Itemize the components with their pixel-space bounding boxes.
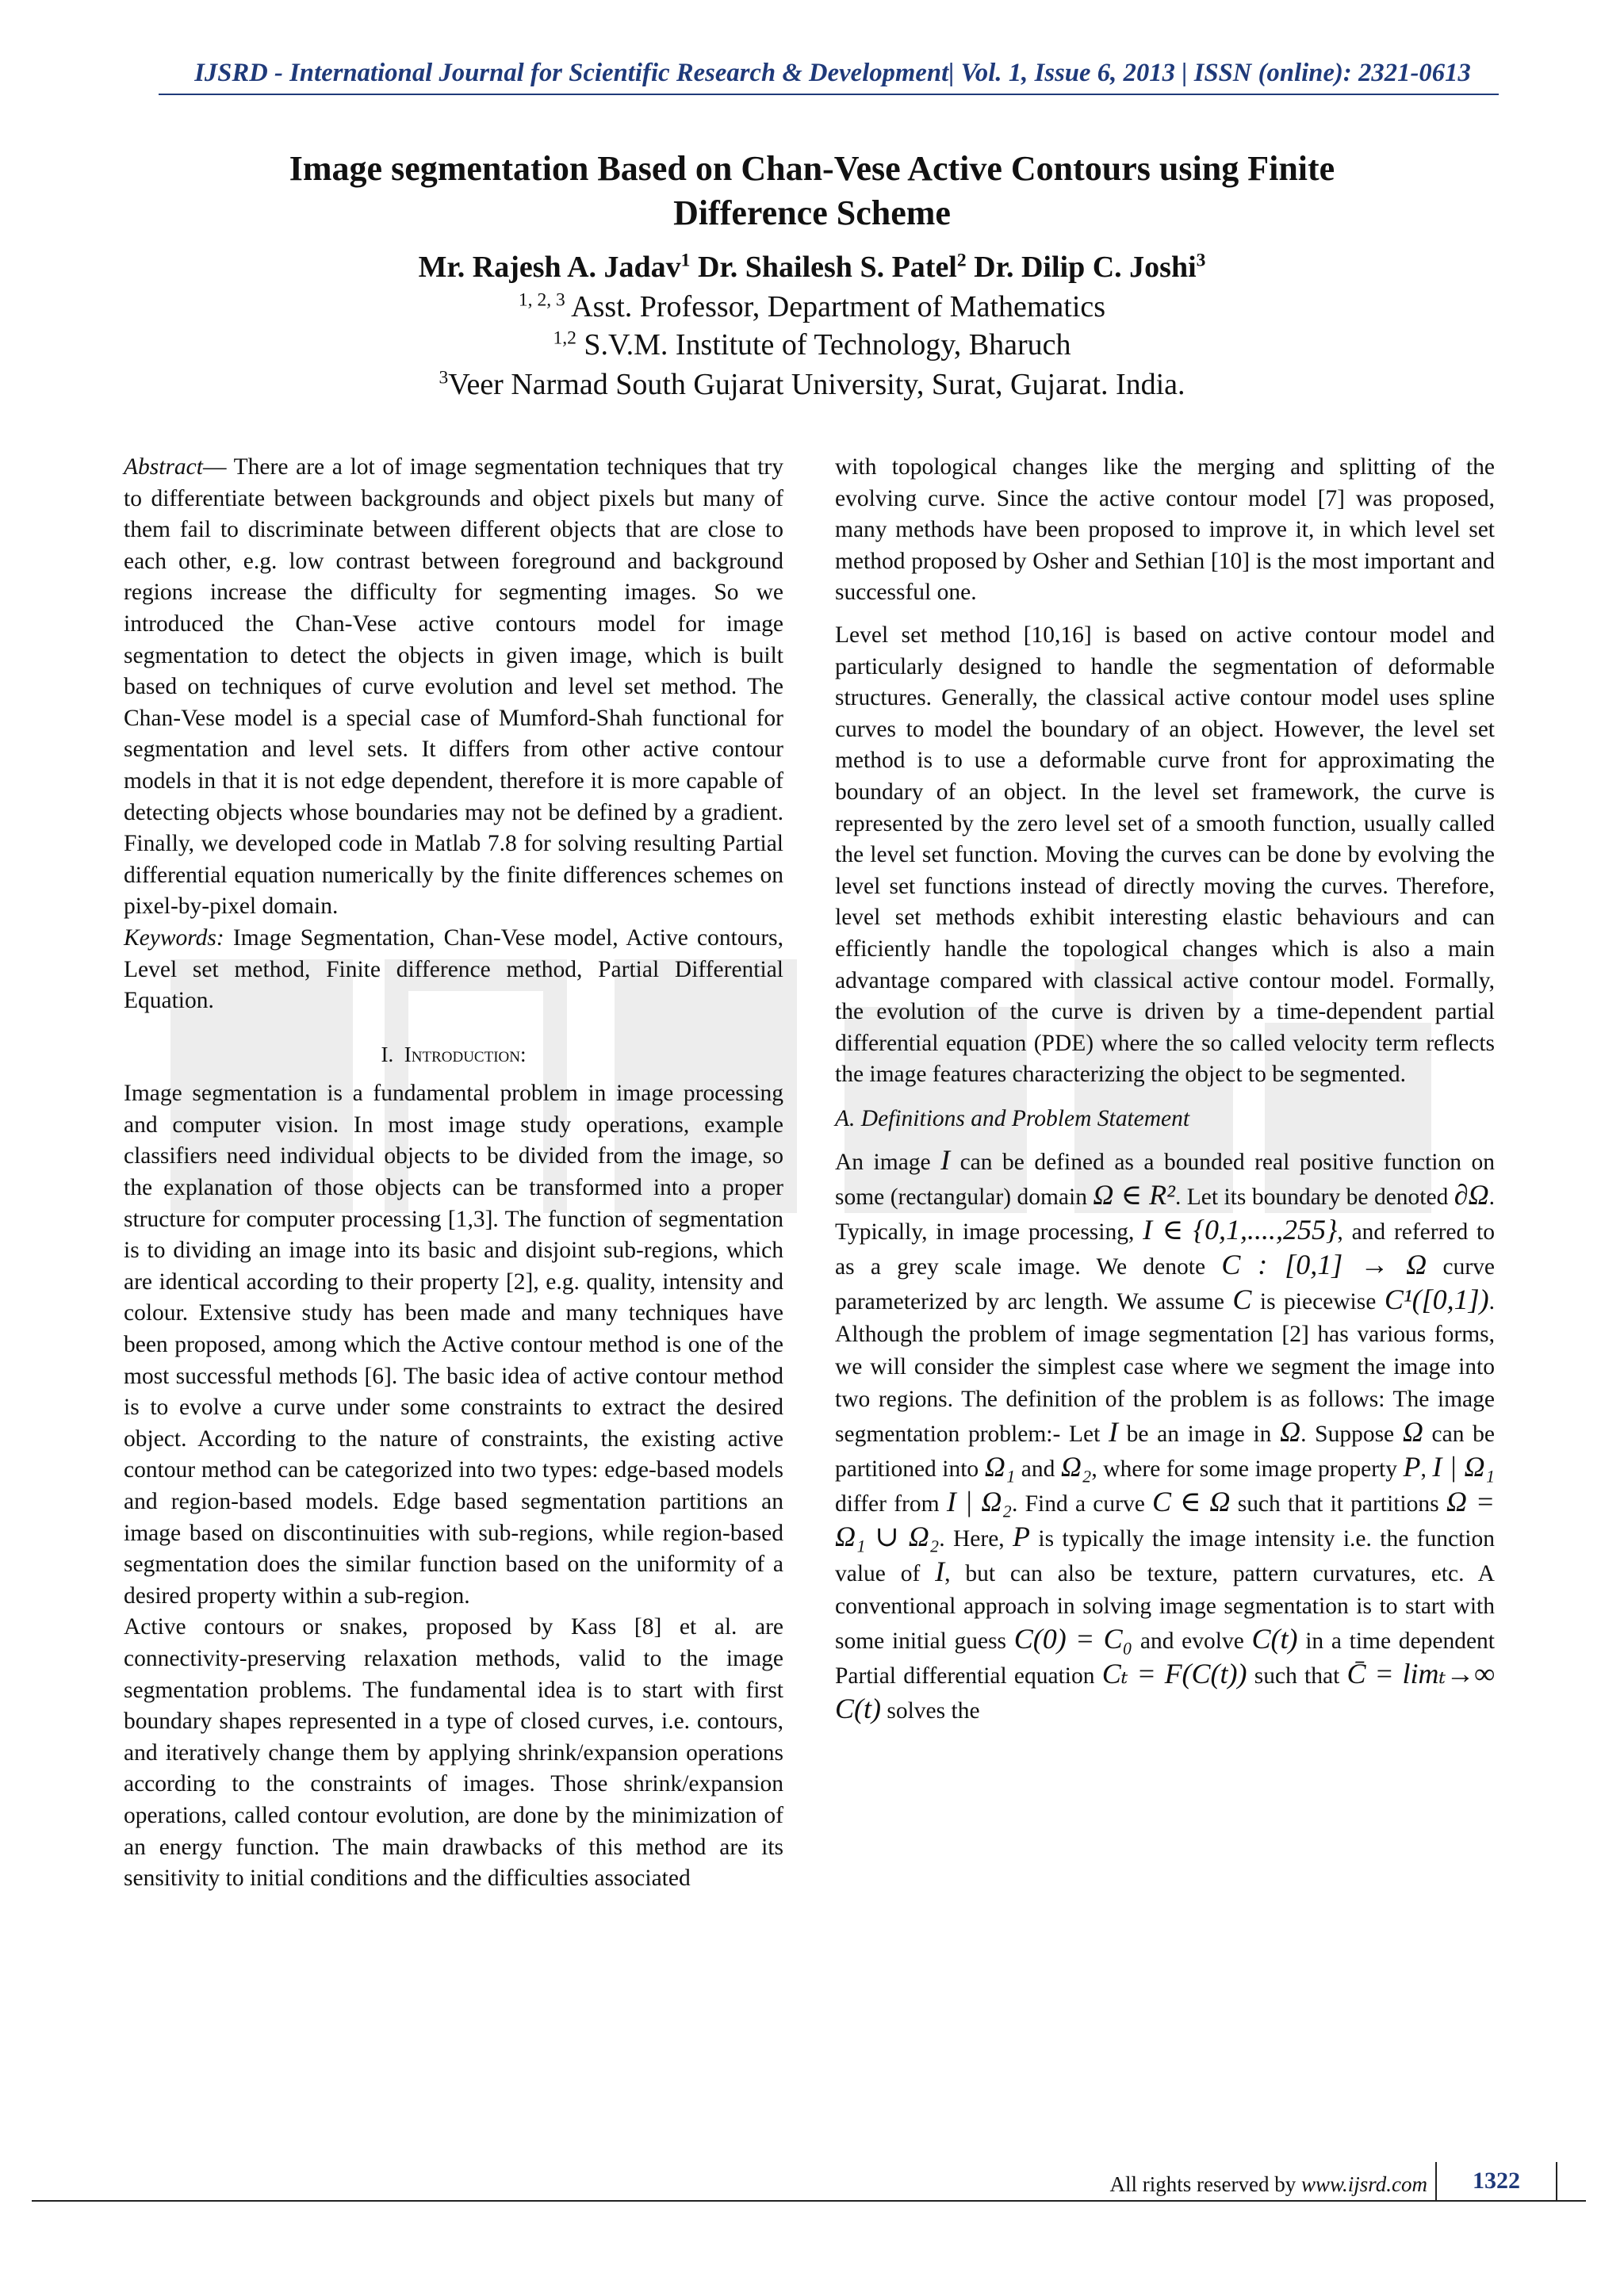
keywords: Keywords: Image Segmentation, Chan-Vese model, Active contours, Level set method, Finite difference method, Partial Differential Equation. <box>124 924 783 1014</box>
author-3: Dr. Dilip C. Joshi$^3$ <box>974 250 1206 284</box>
definitions-paragraph: An image I can be defined as a bounded real positive function on some (rectangular) domain Ω ∈ R². Let its boundary be denoted ∂Ω. Typically, in image processing, I ∈ {0,1,....,255}, and referred to as a grey scale image. We denote C : [0,1] → Ω curve parameterized by arc length. We assume C is piecewise C¹([0,1]). Although the problem of image segmentation [2] has various forms, we will consider the simplest case where we segment the image into two regions. The definition of the problem is as follows: The image segmentation problem:- Let I be an image in Ω. Suppose Ω can be partitioned into Ω₁ and Ω₂, where for some image property P, I | Ω₁ differ from I | Ω₂. Find a curve C ∈ Ω such that it partitions Ω = Ω₁ ∪ Ω₂. Here, P is typically the image intensity i.e. the function value of I, but can also be texture, pattern curvatures, etc. A conventional approach in solving image segmentation is to start with some initial guess C(0) = C₀ and evolve C(t) in a time dependent Partial differential equation Cₜ = F(C(t)) such that C̄ = limₜ→∞ C(t) solves the <box>835 1144 1496 1725</box>
title-line-1: Image segmentation Based on Chan-Vese Active Contours using Finite <box>289 149 1335 188</box>
intro-paragraph-2: Active contours or snakes, proposed by Kass [8] et al. are connectivity-preserving relaxation methods, valid to the image segmentation problems. The fundamental idea is to start with first boundary shapes represented in a type of closed curves, i.e. contours, and iteratively change them by applying shrink/expansion operations according to the constraints of images. Those shrink/expansion operations, called contour evolution, are done by the minimization of an energy function. The main drawbacks of this method are its sensitivity to initial conditions and the difficulties associated <box>124 1614 783 1892</box>
subsection-heading-definitions: A. Definitions and Problem Statement <box>835 1105 1190 1131</box>
section-heading-introduction: I. Introduction: <box>381 1042 527 1066</box>
level-set-paragraph: Level set method [10,16] is based on active contour model and particularly designed to handle the segmentation of deformable structures. Generally, the classical active contour model uses spline curves to model the boundary of an object. However, the level set method is to use a deformable curve front for approximating the boundary of an object. In the level set framework, the curve is represented by the zero level set of a smooth function, usually called the level set function. Moving the curves can be done by evolving the level set functions instead of directly moving the curves. Therefore, level set methods exhibit interesting elastic behaviours and can efficiently handle the topological changes which is also a main advantage compared with classical active contour model. Formally, the evolution of the curve is driven by a time-dependent partial differential equation (PDE) where the so called velocity term reflects the image features characterizing the object to be segmented. <box>835 622 1495 1088</box>
author-1: Mr. Rajesh A. Jadav$^1$ <box>418 250 691 284</box>
affiliation-1: $^{1, 2, 3}$ Asst. Professor, Department of Mathematics <box>518 289 1106 323</box>
footer-rights: All rights reserved by www.ijsrd.com <box>1109 2172 1427 2196</box>
author-list <box>159 249 1465 285</box>
abstract: Abstract— There are a lot of image segmentation techniques that try to differentiate between backgrounds and object pixels but many of them fail to discriminate between different objects that are close to each other, e.g. low contrast between foreground and background regions increase the difficulty for segmenting images. So we introduced the Chan-Vese active contours model for image segmentation to detect the objects in given image, which is built based on techniques of curve evolution and level set method. The Chan-Vese model is a special case of Mumford-Shah functional for segmentation and level sets. It differs from other active contour models in that it is not edge dependent, therefore it is more capable of detecting objects whose boundaries may not be defined by a gradient. Finally, we developed code in Matlab 7.8 for solving resulting Partial differential equation numerically by the finite differences schemes on pixel-by-pixel domain. <box>124 454 783 920</box>
title-line-2: Difference Scheme <box>673 193 951 232</box>
affiliation-2: $^{1,2}$ S.V.M. Institute of Technology, Bharuch <box>553 327 1071 362</box>
header-rule <box>159 94 1499 95</box>
journal-website-link[interactable]: www.ijsrd.com <box>1300 2172 1427 2196</box>
paper-title <box>159 147 1465 235</box>
left-column <box>124 452 783 1895</box>
affiliation-3: $^3$Veer Narmad South Gujarat University, Surat, Gujarat. India. <box>439 367 1185 401</box>
page-number: 1322 <box>1435 2162 1557 2200</box>
journal-header: IJSRD - International Journal for Scientific Research & Development| Vol. 1, Issue 6, 2013 | ISSN (online): 2321-0613 <box>194 59 1471 87</box>
intro-paragraph-1: Image segmentation is a fundamental problem in image processing and computer vision. In most image study operations, example classifiers need individual objects to be divided from the image, so the explanation of those objects can be transformed into a proper structure for computer processing [1,3]. The function of segmentation is to dividing an image into its basic and disjoint sub-regions, which are identical according to their property [2], e.g. quality, intensity and colour. Extensive study has been made and many techniques have been proposed, among which the Active contour method is one of the most successful methods [6]. The basic idea of active contour method is to evolve a curve under some constraints to extract the desired object. According to the nature of constraints, the existing active contour method can be categorized into two types: edge-based models and region-based models. Edge based segmentation partitions an image based on discontinuities with sub-regions, while region-based segmentation does the similar function based on the uniformity of a desired property within a sub-region. <box>124 1081 783 1609</box>
right-column <box>835 452 1495 1728</box>
right-paragraph-1: with topological changes like the merging and splitting of the evolving curve. Since the active contour model [7] was proposed, many methods have been proposed to improve it, in which level set method proposed by Osher and Sethian [10] is the most important and successful one. <box>835 454 1495 606</box>
author-2: Dr. Shailesh S. Patel$^2$ <box>697 250 967 284</box>
footer-rule <box>32 2200 1586 2202</box>
